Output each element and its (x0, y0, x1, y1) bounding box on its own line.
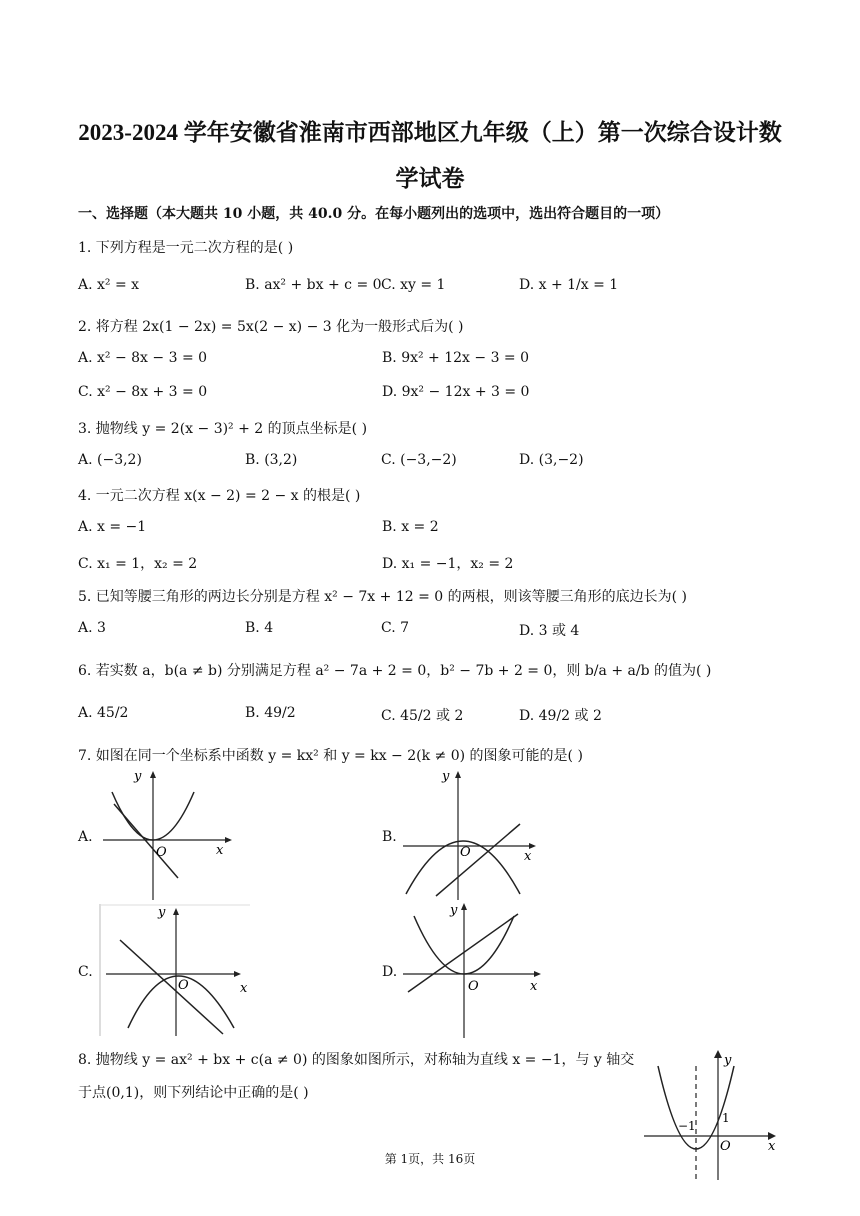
graph-a-origin-label: O (156, 845, 167, 860)
question-6: 6. 若实数 a，b(a ≠ b) 分别满足方程 a² − 7a + 2 = 0，b² − 7b + 2 = 0，则 b/a + a/b 的值为( ) (78, 663, 712, 679)
q6-option-a: A. 45/2 (78, 705, 129, 721)
graph-c (98, 902, 252, 1038)
q1-option-a: A. x² = x (78, 277, 140, 293)
q7-option-c: C. (78, 964, 93, 980)
q6-option-c: C. 45/2 或 2 (381, 708, 464, 724)
graph-c-x-label: x (240, 981, 248, 996)
q4-option-b: B. x = 2 (382, 519, 439, 535)
q3-option-c: C. (−3,−2) (381, 452, 457, 468)
graph-q8-one-label: 1 (722, 1111, 730, 1125)
q3-option-d: D. (3,−2) (519, 452, 584, 468)
q7-option-d: D. (382, 964, 398, 980)
graph-q8-neg1-label: −1 (678, 1119, 696, 1133)
q5-option-d: D. 3 或 4 (519, 623, 580, 639)
question-3: 3. 抛物线 y = 2(x − 3)² + 2 的顶点坐标是( ) (78, 421, 368, 437)
graph-c-y-label: y (158, 905, 166, 920)
q5-option-a: A. 3 (78, 620, 106, 636)
question-7: 7. 如图在同一个坐标系中函数 y = kx² 和 y = kx − 2(k ≠ 0) 的图象可能的是( ) (78, 748, 583, 764)
page-footer: 第 1页，共 16页 (384, 1152, 476, 1166)
q2-option-c: C. x² − 8x + 3 = 0 (78, 384, 208, 400)
graph-b-origin-label: O (460, 845, 471, 860)
q2-option-a: A. x² − 8x − 3 = 0 (78, 350, 208, 366)
graph-b-y-label: y (442, 769, 450, 784)
q7-option-b: B. (382, 829, 397, 845)
graph-a (98, 766, 238, 902)
question-2: 2. 将方程 2x(1 − 2x) = 5x(2 − x) − 3 化为一般形式后为( ) (78, 319, 464, 335)
graph-q8-origin-label: O (720, 1139, 731, 1154)
title-line-2: 学试卷 (395, 166, 465, 191)
q5-option-b: B. 4 (245, 620, 274, 636)
question-8-line-2: 于点(0,1)，则下列结论中正确的是( ) (78, 1085, 309, 1101)
graph-d-y-label: y (450, 903, 458, 918)
q1-option-d: D. x + 1/x = 1 (519, 277, 619, 293)
q3-option-a: A. (−3,2) (78, 452, 142, 468)
q2-option-d: D. 9x² − 12x + 3 = 0 (382, 384, 530, 400)
q6-option-d: D. 49/2 或 2 (519, 708, 602, 724)
q4-option-d: D. x₁ = −1，x₂ = 2 (382, 556, 514, 572)
graph-d (398, 898, 546, 1040)
graph-q8-y-label: y (724, 1053, 732, 1068)
q1-option-c: C. xy = 1 (381, 277, 446, 293)
q2-option-b: B. 9x² + 12x − 3 = 0 (382, 350, 530, 366)
question-5: 5. 已知等腰三角形的两边长分别是方程 x² − 7x + 12 = 0 的两根，则该等腰三角形的底边长为( ) (78, 589, 688, 605)
graph-d-origin-label: O (468, 979, 479, 994)
graph-c-origin-label: O (178, 978, 189, 993)
q1-option-b: B. ax² + bx + c = 0 (245, 277, 382, 293)
q7-option-a: A. (78, 829, 93, 845)
graph-b (398, 766, 543, 902)
graph-b-x-label: x (524, 849, 532, 864)
q6-option-b: B. 49/2 (245, 705, 296, 721)
q4-option-c: C. x₁ = 1，x₂ = 2 (78, 556, 198, 572)
graph-q8-x-label: x (768, 1139, 776, 1154)
q5-option-c: C. 7 (381, 620, 410, 636)
title-line-1: 2023-2024 学年安徽省淮南市西部地区九年级（上）第一次综合设计数 (78, 120, 782, 145)
q4-option-a: A. x = −1 (78, 519, 147, 535)
graph-d-x-label: x (530, 979, 538, 994)
question-8: 8. 抛物线 y = ax² + bx + c(a ≠ 0) 的图象如图所示，对称轴为直线 x = −1，与 y 轴交 (78, 1052, 635, 1068)
graph-a-x-label: x (216, 843, 224, 858)
question-1: 1. 下列方程是一元二次方程的是( ) (78, 240, 294, 256)
question-4: 4. 一元二次方程 x(x − 2) = 2 − x 的根是( ) (78, 488, 361, 504)
graph-a-y-label: y (134, 769, 142, 784)
q3-option-b: B. (3,2) (245, 452, 298, 468)
section-heading: 一、选择题（本大题共 10 小题，共 40.0 分。在每小题列出的选项中，选出符合题目的一项） (78, 206, 670, 222)
